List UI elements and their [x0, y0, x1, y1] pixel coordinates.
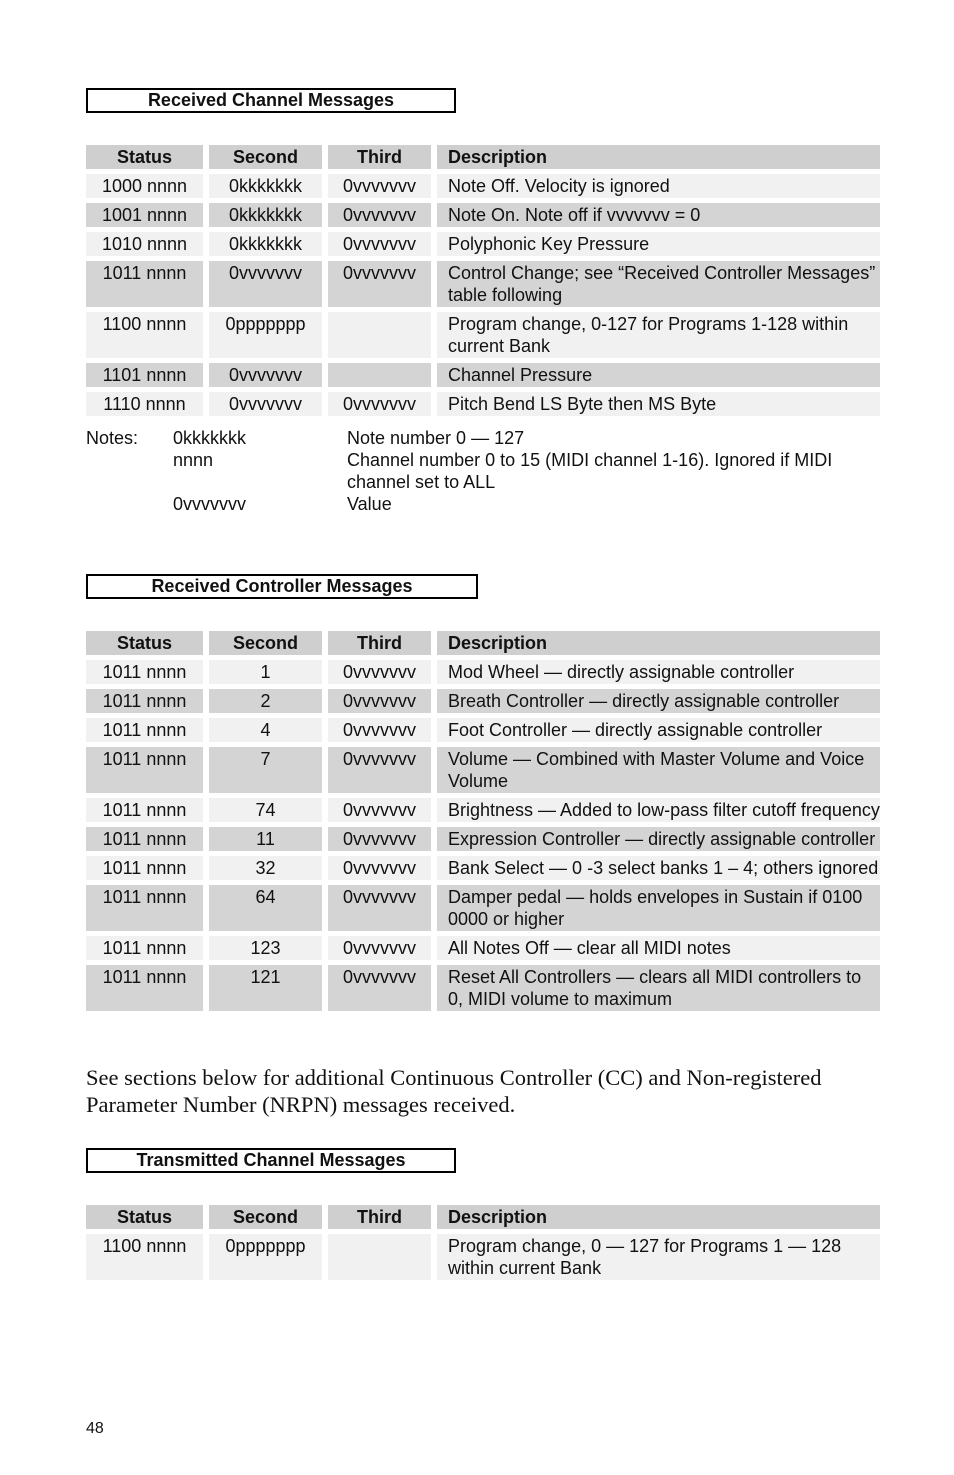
header-status: Status: [86, 1205, 203, 1229]
table-row: [86, 885, 880, 931]
cell-status: 1110 nnnn: [86, 392, 203, 416]
section-title-received-channel: Received Channel Messages: [86, 88, 456, 113]
table-header-row: [86, 1205, 880, 1229]
cell-status: 1001 nnnn: [86, 203, 203, 227]
cell-third: [328, 312, 431, 358]
section-title-received-controller: Received Controller Messages: [86, 574, 478, 599]
body-paragraph: See sections below for additional Continuous Controller (CC) and Non-registered Parameter Number (NRPN) messages received.: [86, 1065, 822, 1117]
cell-description: Pitch Bend LS Byte then MS Byte: [437, 392, 880, 416]
cell-status: 1100 nnnn: [86, 312, 203, 358]
section-title-transmitted-channel: Transmitted Channel Messages: [86, 1148, 456, 1173]
cell-description: Brightness — Added to low-pass filter cutoff frequency: [437, 798, 880, 822]
header-status: Status: [86, 631, 203, 655]
cell-description: All Notes Off — clear all MIDI notes: [437, 936, 880, 960]
note-code: nnnn: [173, 450, 214, 470]
cell-third: 0vvvvvvv: [328, 747, 431, 793]
cell-status: 1011 nnnn: [86, 747, 203, 793]
header-description: Description: [437, 1205, 880, 1229]
cell-status: 1011 nnnn: [86, 660, 203, 684]
note-row: [86, 449, 886, 493]
cell-third: 0vvvvvvv: [328, 660, 431, 684]
table-row: [86, 261, 880, 307]
cell-description: Control Change; see “Received Controller Messages” table following: [437, 261, 880, 307]
cell-status: 1011 nnnn: [86, 965, 203, 1011]
table-row: [86, 174, 880, 198]
table-row: [86, 798, 880, 822]
cell-third: 0vvvvvvv: [328, 965, 431, 1011]
cell-description: Foot Controller — directly assignable controller: [437, 718, 880, 742]
table-header-row: [86, 631, 880, 655]
header-second: Second: [209, 631, 322, 655]
cell-third: [328, 363, 431, 387]
cell-description: Volume — Combined with Master Volume and Voice Volume: [437, 747, 880, 793]
header-third: Third: [328, 631, 431, 655]
cell-status: 1011 nnnn: [86, 261, 203, 307]
header-second: Second: [209, 145, 322, 169]
note-code: 0kkkkkkk: [173, 428, 247, 448]
header-third: Third: [328, 145, 431, 169]
cell-third: [328, 1234, 431, 1280]
table-row: [86, 827, 880, 851]
table-row: [86, 936, 880, 960]
cell-description: Breath Controller — directly assignable controller: [437, 689, 880, 713]
header-description: Description: [437, 145, 880, 169]
cell-second: 0kkkkkkk: [209, 203, 322, 227]
notes-block: [86, 427, 886, 515]
cell-second: 121: [209, 965, 322, 1011]
note-row: [86, 493, 886, 515]
cell-second: 0vvvvvvv: [209, 261, 322, 307]
table-row: [86, 363, 880, 387]
header-third: Third: [328, 1205, 431, 1229]
cell-second: 0kkkkkkk: [209, 174, 322, 198]
table-row: [86, 392, 880, 416]
header-second: Second: [209, 1205, 322, 1229]
table-received-controller: [86, 631, 880, 1016]
cell-third: 0vvvvvvv: [328, 885, 431, 931]
cell-third: 0vvvvvvv: [328, 798, 431, 822]
cell-status: 1100 nnnn: [86, 1234, 203, 1280]
cell-second: 0ppppppp: [209, 312, 322, 358]
cell-third: 0vvvvvvv: [328, 392, 431, 416]
table-row: [86, 232, 880, 256]
cell-status: 1101 nnnn: [86, 363, 203, 387]
note-desc: Channel number 0 to 15 (MIDI channel 1-16). Ignored if MIDI channel set to ALL: [347, 450, 833, 492]
cell-second: 0vvvvvvv: [209, 363, 322, 387]
cell-second: 4: [209, 718, 322, 742]
table-row: [86, 856, 880, 880]
cell-second: 74: [209, 798, 322, 822]
header-status: Status: [86, 145, 203, 169]
table-row: [86, 965, 880, 1011]
page-number: 48: [86, 1420, 104, 1437]
cell-status: 1010 nnnn: [86, 232, 203, 256]
cell-second: 64: [209, 885, 322, 931]
cell-third: 0vvvvvvv: [328, 856, 431, 880]
cell-second: 1: [209, 660, 322, 684]
table-row: [86, 747, 880, 793]
header-description: Description: [437, 631, 880, 655]
cell-status: 1011 nnnn: [86, 827, 203, 851]
cell-description: Reset All Controllers — clears all MIDI controllers to 0, MIDI volume to maximum: [437, 965, 880, 1011]
cell-second: 0vvvvvvv: [209, 392, 322, 416]
cell-third: 0vvvvvvv: [328, 827, 431, 851]
cell-status: 1011 nnnn: [86, 798, 203, 822]
cell-third: 0vvvvvvv: [328, 203, 431, 227]
cell-second: 7: [209, 747, 322, 793]
cell-status: 1011 nnnn: [86, 856, 203, 880]
cell-description: Polyphonic Key Pressure: [437, 232, 880, 256]
table-row: [86, 660, 880, 684]
table-row: [86, 203, 880, 227]
cell-second: 2: [209, 689, 322, 713]
table-row: [86, 718, 880, 742]
cell-status: 1000 nnnn: [86, 174, 203, 198]
cell-third: 0vvvvvvv: [328, 174, 431, 198]
cell-second: 0ppppppp: [209, 1234, 322, 1280]
table-transmitted-channel: [86, 1205, 880, 1285]
cell-description: Note Off. Velocity is ignored: [437, 174, 880, 198]
cell-third: 0vvvvvvv: [328, 689, 431, 713]
cell-description: Damper pedal — holds envelopes in Sustain if 0100 0000 or higher: [437, 885, 880, 931]
cell-description: Mod Wheel — directly assignable controller: [437, 660, 880, 684]
cell-status: 1011 nnnn: [86, 689, 203, 713]
cell-description: Program change, 0-127 for Programs 1-128 within current Bank: [437, 312, 880, 358]
cell-description: Expression Controller — directly assignable controller: [437, 827, 880, 851]
cell-third: 0vvvvvvv: [328, 261, 431, 307]
table-received-channel: [86, 145, 880, 421]
cell-second: 11: [209, 827, 322, 851]
cell-third: 0vvvvvvv: [328, 718, 431, 742]
table-header-row: [86, 145, 880, 169]
cell-description: Bank Select — 0 -3 select banks 1 – 4; others ignored: [437, 856, 880, 880]
cell-description: Channel Pressure: [437, 363, 880, 387]
cell-second: 123: [209, 936, 322, 960]
cell-status: 1011 nnnn: [86, 885, 203, 931]
table-row: [86, 689, 880, 713]
note-desc: Note number 0 — 127: [347, 428, 525, 448]
cell-third: 0vvvvvvv: [328, 232, 431, 256]
note-code: 0vvvvvvv: [173, 494, 247, 514]
table-row: [86, 312, 880, 358]
table-row: [86, 1234, 880, 1280]
notes-label: Notes:: [86, 428, 139, 448]
cell-status: 1011 nnnn: [86, 936, 203, 960]
note-desc: Value: [347, 494, 392, 514]
cell-description: Note On. Note off if vvvvvvv = 0: [437, 203, 880, 227]
cell-description: Program change, 0 — 127 for Programs 1 — 128 within current Bank: [437, 1234, 880, 1280]
cell-status: 1011 nnnn: [86, 718, 203, 742]
cell-second: 0kkkkkkk: [209, 232, 322, 256]
note-row: [86, 427, 886, 449]
cell-second: 32: [209, 856, 322, 880]
cell-third: 0vvvvvvv: [328, 936, 431, 960]
